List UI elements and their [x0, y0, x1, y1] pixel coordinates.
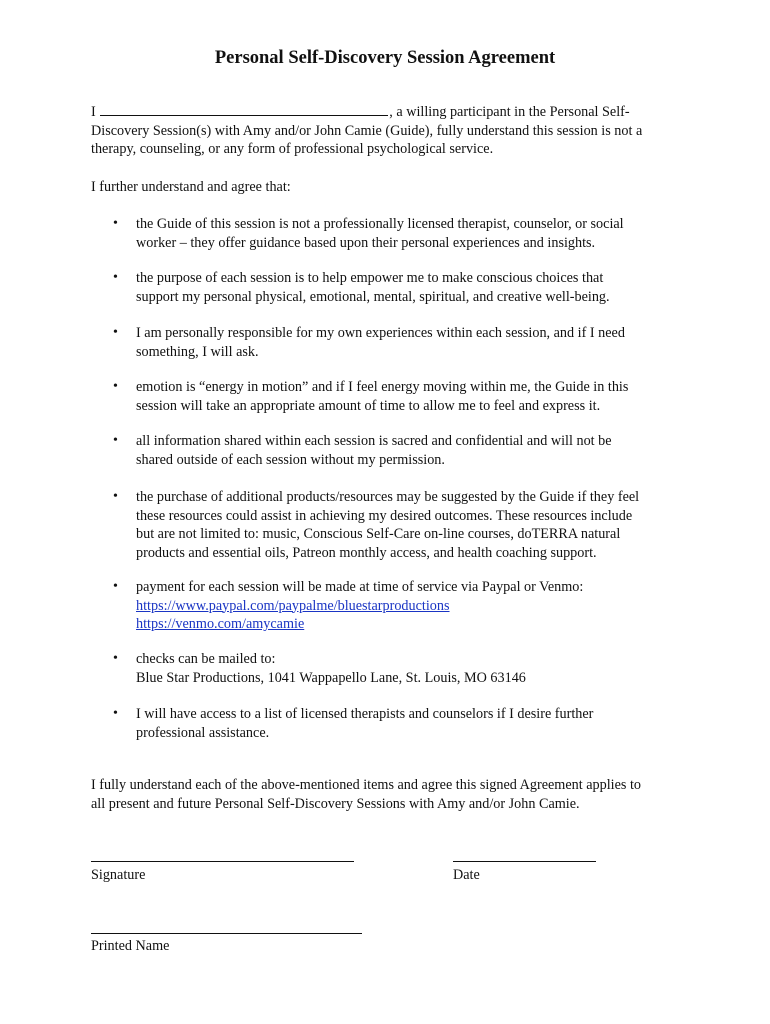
signature-line[interactable]	[91, 861, 354, 862]
bullet-item-5	[136, 432, 696, 469]
paypal-link[interactable]: https://www.paypal.com/paypalme/bluestarproductions	[136, 597, 450, 614]
bullet-item-7	[136, 578, 696, 634]
bullet-dot: •	[113, 651, 118, 666]
bullet-line: these resources could assist in achieving my desired outcomes. These resources include	[136, 507, 633, 524]
bullet-item-3	[136, 324, 696, 361]
bullet-dot: •	[113, 379, 118, 394]
bullet-line: checks can be mailed to:	[136, 651, 276, 667]
bullet-item-6	[136, 488, 696, 562]
bullet-line: I am personally responsible for my own experiences within each session, and if I need	[136, 325, 625, 341]
bullet-item-4	[136, 378, 696, 415]
bullet-line: shared outside of each session without my permission.	[136, 451, 445, 468]
closing-paragraph	[91, 776, 691, 813]
signature-label: Signature	[91, 867, 146, 883]
bullet-item-2	[136, 269, 696, 306]
bullet-line: worker – they offer guidance based upon their personal experiences and insights.	[136, 234, 596, 251]
bullet-dot: •	[113, 270, 118, 285]
printed-name-label: Printed Name	[91, 938, 170, 954]
closing-line2: all present and future Personal Self-Discovery Sessions with Amy and/or John Camie.	[91, 795, 580, 812]
bullet-dot: •	[113, 706, 118, 721]
bullet-line: support my personal physical, emotional, mental, spiritual, and creative well-being.	[136, 288, 610, 305]
intro-line1-rest: , a willing participant in the Personal Self-	[389, 104, 630, 120]
bullet-line: emotion is “energy in motion” and if I feel energy moving within me, the Guide in this	[136, 379, 629, 395]
intro-line3: therapy, counseling, or any form of professional psychological service.	[91, 141, 494, 157]
bullet-dot: •	[113, 579, 118, 594]
bullet-line: products and essential oils, Patreon monthly access, and health coaching support.	[136, 544, 597, 561]
bullet-line: the Guide of this session is not a professionally licensed therapist, counselor, or social	[136, 216, 624, 232]
bullet-line: I will have access to a list of licensed therapists and counselors if I desire further	[136, 706, 594, 722]
bullet-line: session will take an appropriate amount of time to allow me to feel and express it.	[136, 397, 601, 414]
bullet-dot: •	[113, 325, 118, 340]
bullet-line: professional assistance.	[136, 724, 270, 741]
bullet-dot: •	[113, 433, 118, 448]
intro-prefix: I	[91, 104, 96, 120]
bullet-line: but are not limited to: music, Conscious Self-Care on-line courses, doTERRA natural	[136, 526, 621, 542]
bullet-line: something, I will ask.	[136, 343, 259, 360]
further-understand: I further understand and agree that:	[91, 179, 291, 195]
bullet-dot: •	[113, 216, 118, 231]
date-label: Date	[453, 867, 480, 883]
bullet-line: all information shared within each session is sacred and confidential and will not be	[136, 433, 612, 449]
printed-name-line[interactable]	[91, 933, 362, 934]
bullet-line: payment for each session will be made at time of service via Paypal or Venmo:	[136, 579, 584, 595]
venmo-link[interactable]: https://venmo.com/amycamie	[136, 616, 305, 632]
participant-name-blank[interactable]	[100, 103, 388, 116]
intro-paragraph	[91, 103, 691, 159]
date-line[interactable]	[453, 861, 596, 862]
bullet-item-9	[136, 705, 696, 742]
bullet-line: Blue Star Productions, 1041 Wappapello Lane, St. Louis, MO 63146	[136, 669, 526, 686]
document-title: Personal Self-Discovery Session Agreement	[214, 48, 556, 68]
bullet-item-1	[136, 215, 696, 252]
bullet-line: the purchase of additional products/resources may be suggested by the Guide if they feel	[136, 489, 640, 505]
intro-line2: Discovery Session(s) with Amy and/or John Camie (Guide), fully understand this session is not a	[91, 122, 643, 139]
closing-line1: I fully understand each of the above-mentioned items and agree this signed Agreement applies to	[91, 777, 641, 793]
bullet-item-8	[136, 650, 696, 687]
bullet-line: the purpose of each session is to help empower me to make conscious choices that	[136, 270, 604, 286]
bullet-dot: •	[113, 489, 118, 504]
